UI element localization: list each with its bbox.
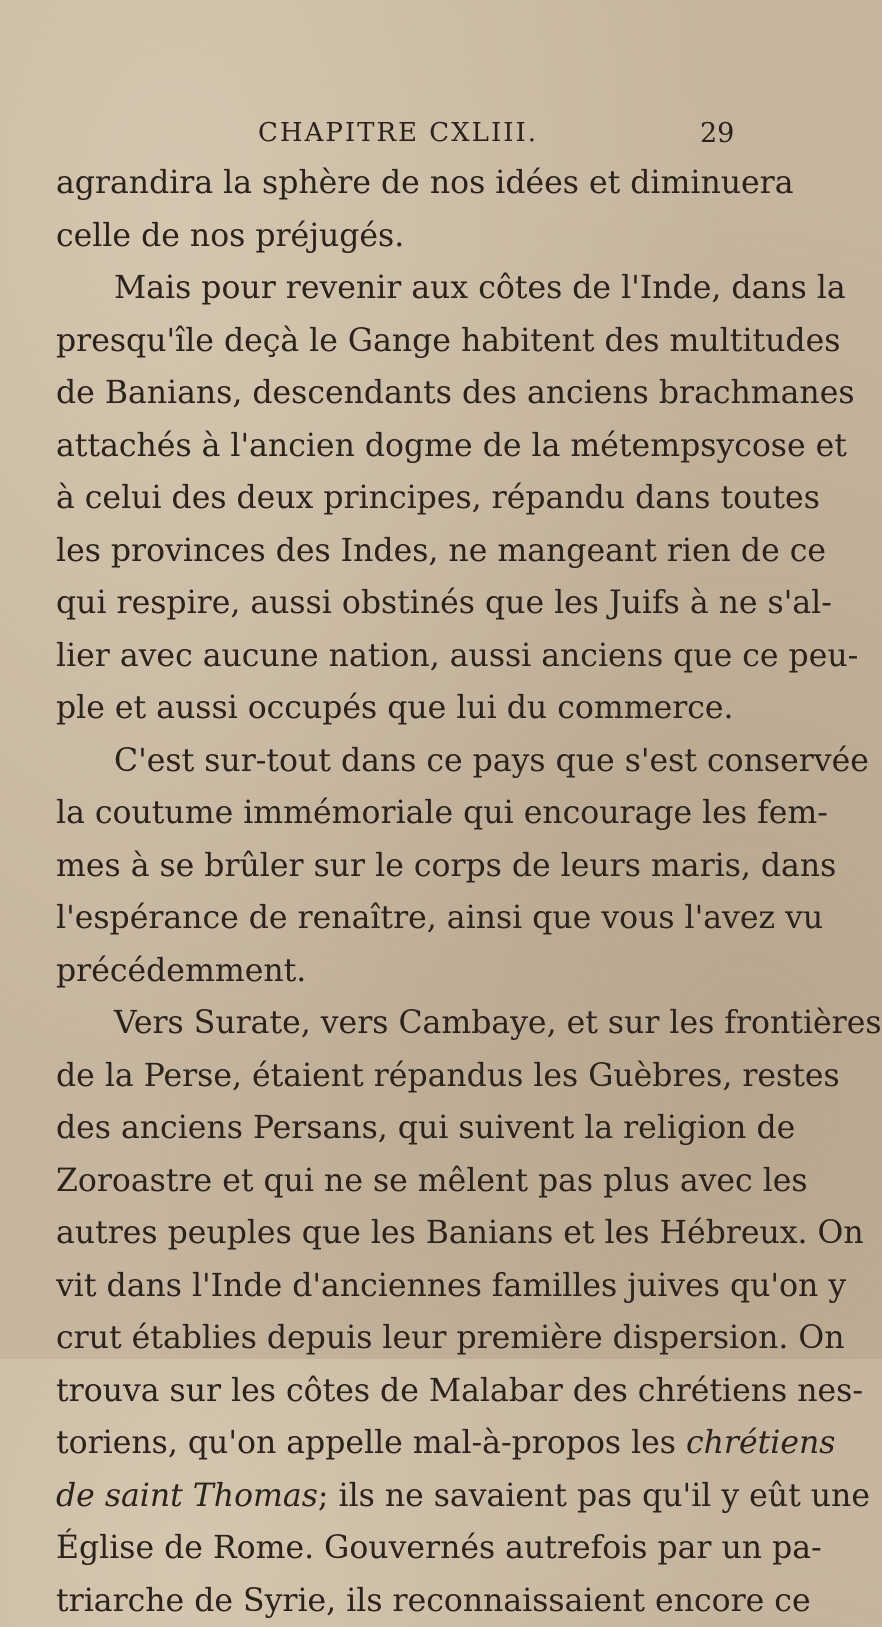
chapter-heading: CHAPITRE CXLIII. [258,118,538,148]
text-line: triarche de Syrie, ils reconnaissaient encore ce [56,1575,756,1627]
text-line: des anciens Persans, qui suivent la religion de [56,1102,756,1155]
text-segment: toriens, qu'on appelle mal-à-propos les [56,1425,676,1461]
italic-text: de saint Thomas [56,1478,318,1514]
text-segment: ; ils ne savaient pas qu'il y eût une [318,1478,870,1514]
text-line: de la Perse, étaient répandus les Guèbres, restes [56,1050,756,1103]
body-text [56,157,756,1627]
italic-text: chrétiens [686,1425,835,1461]
text-line: presqu'île deçà le Gange habitent des multitudes [56,315,756,368]
text-line: vit dans l'Inde d'anciennes familles juives qu'on y [56,1260,756,1313]
text-line: attachés à l'ancien dogme de la métempsycose et [56,420,756,473]
text-line: Église de Rome. Gouvernés autrefois par un pa- [56,1522,756,1575]
text-line: à celui des deux principes, répandu dans toutes [56,472,756,525]
text-line: Mais pour revenir aux côtes de l'Inde, dans la [56,262,756,315]
text-line: qui respire, aussi obstinés que les Juifs à ne s'al- [56,577,756,630]
text-line: C'est sur-tout dans ce pays que s'est conservée [56,735,756,788]
text-line: lier avec aucune nation, aussi anciens que ce peu- [56,630,756,683]
text-line: Zoroastre et qui ne se mêlent pas plus avec les [56,1155,756,1208]
text-line: Vers Surate, vers Cambaye, et sur les frontières [56,997,756,1050]
text-line: de Banians, descendants des anciens brachmanes [56,367,756,420]
text-line: crut établies depuis leur première dispersion. On [56,1312,756,1365]
text-line: autres peuples que les Banians et les Hébreux. On [56,1207,756,1260]
text-line: agrandira la sphère de nos idées et diminuera [56,157,756,210]
text-line: ple et aussi occupés que lui du commerce. [56,682,756,735]
text-line: trouva sur les côtes de Malabar des chrétiens nes- [56,1365,756,1418]
text-line: précédemment. [56,945,756,998]
page-number: 29 [700,118,734,149]
running-head [0,118,800,158]
text-line [56,1417,756,1470]
text-line: celle de nos préjugés. [56,210,756,263]
text-line: l'espérance de renaître, ainsi que vous l'avez vu [56,892,756,945]
text-line: les provinces des Indes, ne mangeant rien de ce [56,525,756,578]
text-line: la coutume immémoriale qui encourage les fem- [56,787,756,840]
text-line: mes à se brûler sur le corps de leurs maris, dans [56,840,756,893]
text-line [56,1470,756,1523]
